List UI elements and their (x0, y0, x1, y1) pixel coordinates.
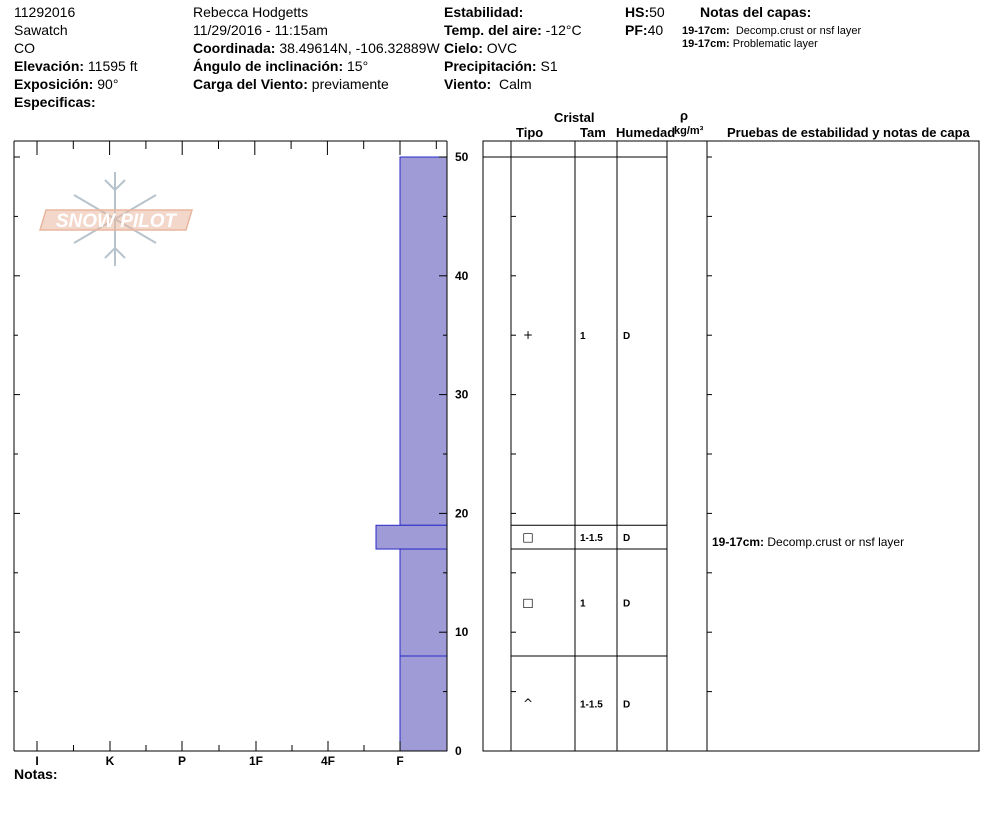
layer-notes-title: Notas del capas: (700, 4, 812, 20)
coord-value: 38.49614N, -106.32889W (279, 40, 440, 56)
crystal-header: Cristal (554, 110, 595, 125)
range-name: Sawatch (14, 22, 68, 38)
elevation-label: Elevación: (14, 58, 85, 74)
grain-type-symbol: ^ (522, 696, 534, 711)
tests-header: Pruebas de estabilidad y notas de capa (727, 125, 970, 140)
density-unit-header: kg/m³ (674, 125, 704, 137)
hardness-tick-label: F (396, 754, 404, 768)
hardness-bar (376, 525, 447, 549)
pf-label: PF: (625, 22, 648, 38)
aspect-value: 90° (97, 76, 119, 92)
moisture: D (623, 533, 631, 545)
hardness-tick-label: K (105, 754, 115, 768)
layer-note-depth: 19-17cm: (682, 25, 730, 37)
air-temp-value: -12°C (545, 22, 582, 38)
hs-value: 50 (649, 4, 665, 20)
depth-tick-label: 20 (455, 506, 469, 521)
snowpilot-logo (40, 172, 192, 266)
size-header: Tam (580, 125, 606, 140)
depth-tick-label: 10 (455, 625, 469, 640)
observer: Rebecca Hodgetts (193, 4, 309, 20)
moisture: D (623, 699, 631, 711)
slope-value: 15° (347, 58, 369, 74)
moisture: D (623, 598, 631, 610)
hardness-tick-label: P (177, 754, 187, 768)
depth-tick-label: 30 (455, 387, 469, 402)
grain-size: 1-1.5 (580, 699, 603, 711)
stability-note-depth: 19-17cm: (712, 535, 765, 549)
hs-label: HS: (625, 4, 650, 20)
hardness-tick-label: 4F (320, 754, 336, 768)
type-header: Tipo (516, 125, 544, 140)
depth-tick-label: 50 (455, 150, 469, 164)
grain-size: 1-1.5 (580, 533, 603, 545)
pf-value: 40 (647, 22, 664, 38)
layer-note-text: Decomp.crust or nsf layer (735, 25, 862, 37)
air-temp-label: Temp. del aire: (444, 22, 542, 38)
elevation-value: 11595 ft (87, 58, 138, 74)
grain-type-symbol: □ (522, 530, 534, 545)
state-name: CO (14, 40, 35, 56)
aspect-label: Exposición: (14, 76, 94, 92)
grain-type-symbol: + (522, 328, 534, 343)
precip-label: Precipitación: (444, 58, 537, 74)
layer-note-text: Problematic layer (732, 38, 818, 50)
hardness-bar (400, 157, 447, 525)
wind-load-value: previamente (311, 76, 389, 92)
specifics-label: Especificas: (14, 94, 96, 110)
stability-note-text: Decomp.crust or nsf layer (767, 535, 905, 549)
slope-label: Ángulo de inclinación: (193, 58, 344, 74)
grain-size: 1 (580, 598, 586, 610)
hardness-tick-label: 1F (248, 754, 264, 768)
rho-header: ρ (680, 108, 689, 123)
hardness-bar (400, 549, 447, 751)
sky-label: Cielo: (444, 40, 483, 56)
notes-label: Notas: (14, 766, 58, 782)
profile-id: 11292016 (14, 4, 76, 20)
wind-load-label: Carga del Viento: (193, 76, 308, 92)
grain-size: 1 (580, 331, 586, 343)
datetime: 11/29/2016 - 11:15am (193, 22, 328, 38)
stability-label: Estabilidad: (444, 4, 524, 20)
wind-label: Viento: (444, 76, 492, 92)
precip-value: S1 (540, 58, 558, 74)
depth-tick-label: 0 (455, 744, 462, 758)
moisture-header: Humedad (616, 125, 676, 140)
grain-type-symbol: □ (522, 595, 534, 610)
wind-value: Calm (498, 76, 532, 92)
layer-note-depth: 19-17cm: (682, 38, 730, 50)
depth-tick-label: 40 (455, 268, 469, 283)
coord-label: Coordinada: (193, 40, 276, 56)
layer-table-frame (483, 141, 979, 751)
logo-text: SNOW PILOT (55, 211, 177, 232)
moisture: D (623, 331, 631, 343)
sky-value: OVC (486, 40, 518, 56)
hardness-tick-label: I (35, 754, 39, 768)
